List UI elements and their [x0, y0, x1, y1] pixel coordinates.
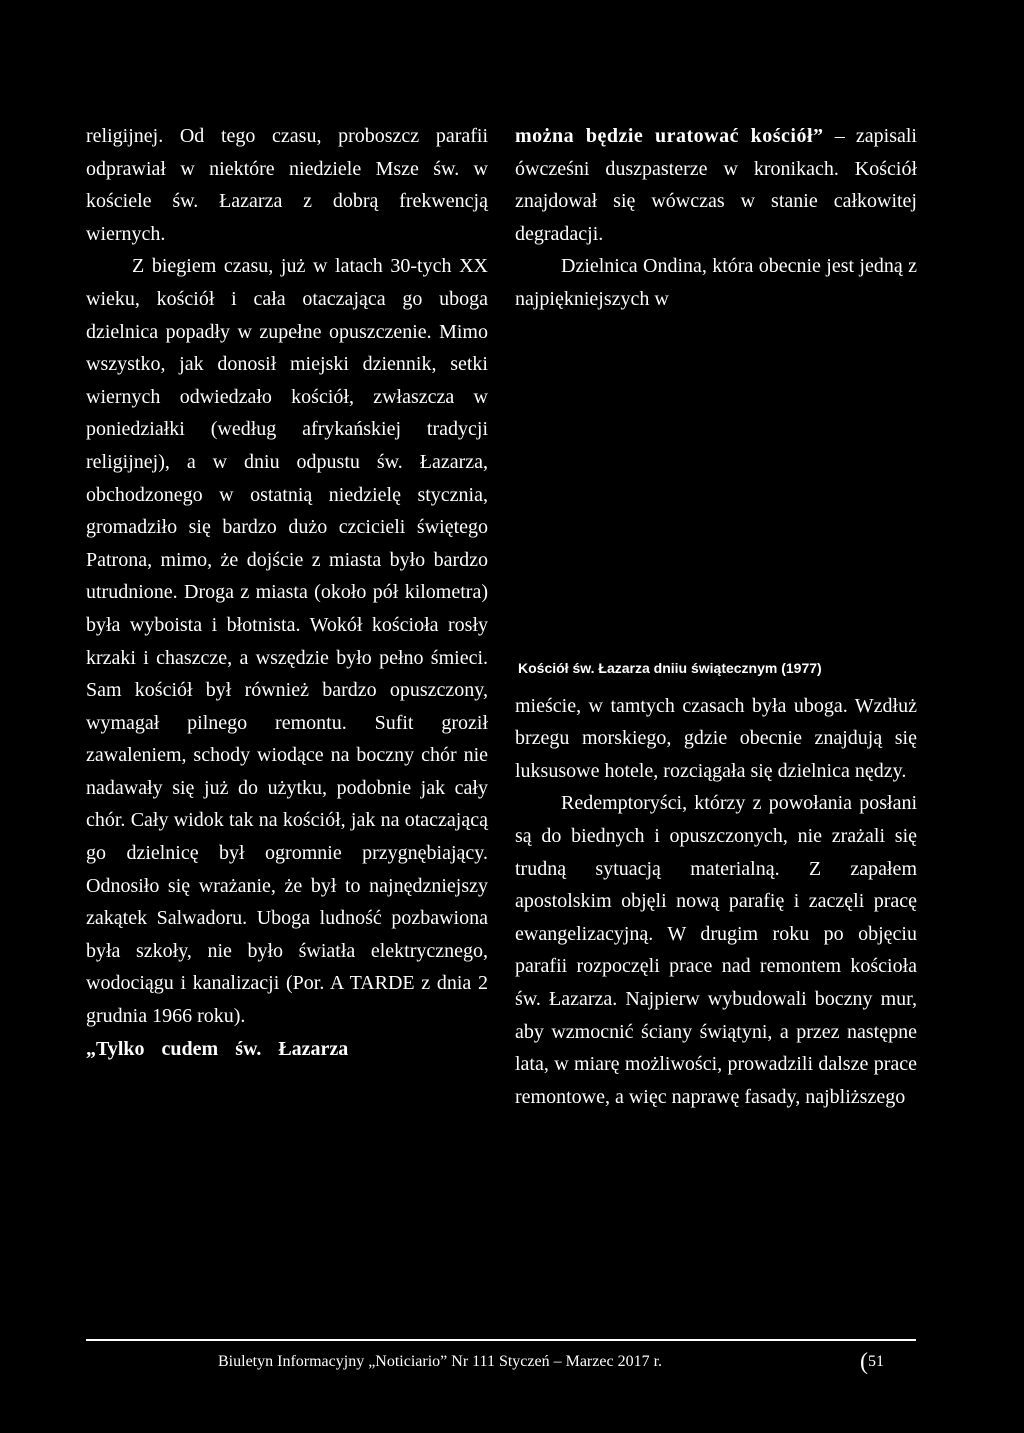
right-column — [515, 120, 917, 1113]
footer-divider — [86, 1339, 916, 1341]
photo-caption: Kościół św. Łazarza dniiu świątecznym (1977) — [518, 659, 822, 676]
bold-quote-start: „Tylko cudem św. Łazarza — [86, 1037, 349, 1060]
page-number-bracket: ( — [860, 1349, 868, 1375]
photo-placeholder — [515, 316, 917, 650]
paragraph-1: religijnej. Od tego czasu, proboszcz parafii odprawiał w niektóre niedziele Msze św. w kościele św. Łazarza z dobrą frekwencją wiernych. — [86, 125, 488, 245]
paragraph-city: mieście, w tamtych czasach była uboga. Wzdłuż brzegu morskiego, gdzie obecnie znajdują się luksusowe hotele, rozciągała się dzielnica nędzy. — [515, 694, 917, 782]
paragraph-2: Z biegiem czasu, już w latach 30-tych XX wieku, kościół i cała otaczająca go uboga dzielnica popadły w zupełne opuszczenie. Mimo wszystko, jak donosił miejski dziennik, setki wiernych odwiedzało kościół, zwłaszcza w poniedziałki (według afrykańskiej tradycji religijnej), a w dniu odpustu św. Łazarza, obchodzonego w ostatnią niedzielę stycznia, gromadziło się bardzo dużo czcicieli świętego Patrona, mimo, że dojście z miasta było bardzo utrudnione. Droga z miasta (około pół kilometra) była wyboista i błotnista. Wokół kościoła rosły krzaki i chaszcze, a wszędzie było pełno śmieci. Sam kościół był również bardzo opuszczony, wymagał pilnego remontu. Sufit groził zawaleniem, schody wiodące na boczny chór nie nadawały się już do użytku, podobnie jak cały chór. Cały widok tak na kościół, jak na otaczającą go dzielnicę był ogromnie przygnębiający. Odnosiło się wrażanie, że był to najnędzniejszy zakątek Salwadoru. Uboga ludność pozbawiona była szkoły, nie było światła elektrycznego, wodociągu i kanalizacji (Por. A TARDE z dnia 2 grudnia 1966 roku). — [86, 255, 488, 1028]
left-column — [86, 120, 488, 1065]
page-number-value: 51 — [868, 1353, 884, 1370]
paragraph-redemptorists: Redemptoryści, którzy z powołania posłani są do biednych i opuszczonych, nie zrażali się trudną sytuacją materialną. Z zapałem apostolskim objęli nową parafię i zaczęli pracę ewangelizacyjną. W drugim roku po objęciu parafii rozpoczęli prace nad remontem kościoła św. Łazarza. Najpierw wybudowali boczny mur, aby wzmocnić ściany świątyni, a przez następne lata, w miarę możliwości, prowadzili dalsze prace remontowe, a więc naprawę fasady, najbliższego — [515, 792, 917, 1108]
footer-text: Biuletyn Informacyjny „Noticiario” Nr 111 Styczeń – Marzec 2017 r. — [218, 1353, 663, 1370]
page-number — [860, 1349, 884, 1375]
quote-continuation: – zapisali ówcześni duszpasterze w kronikach. Kościół znajdował się wówczas w stanie całkowitej degradacji. — [515, 125, 917, 245]
paragraph-ondina: Dzielnica Ondina, która obecnie jest jedną z najpiękniejszych w — [515, 255, 917, 310]
paragraph-quote — [515, 120, 917, 250]
bold-quote-end: można będzie uratować kościół” — [515, 125, 824, 147]
